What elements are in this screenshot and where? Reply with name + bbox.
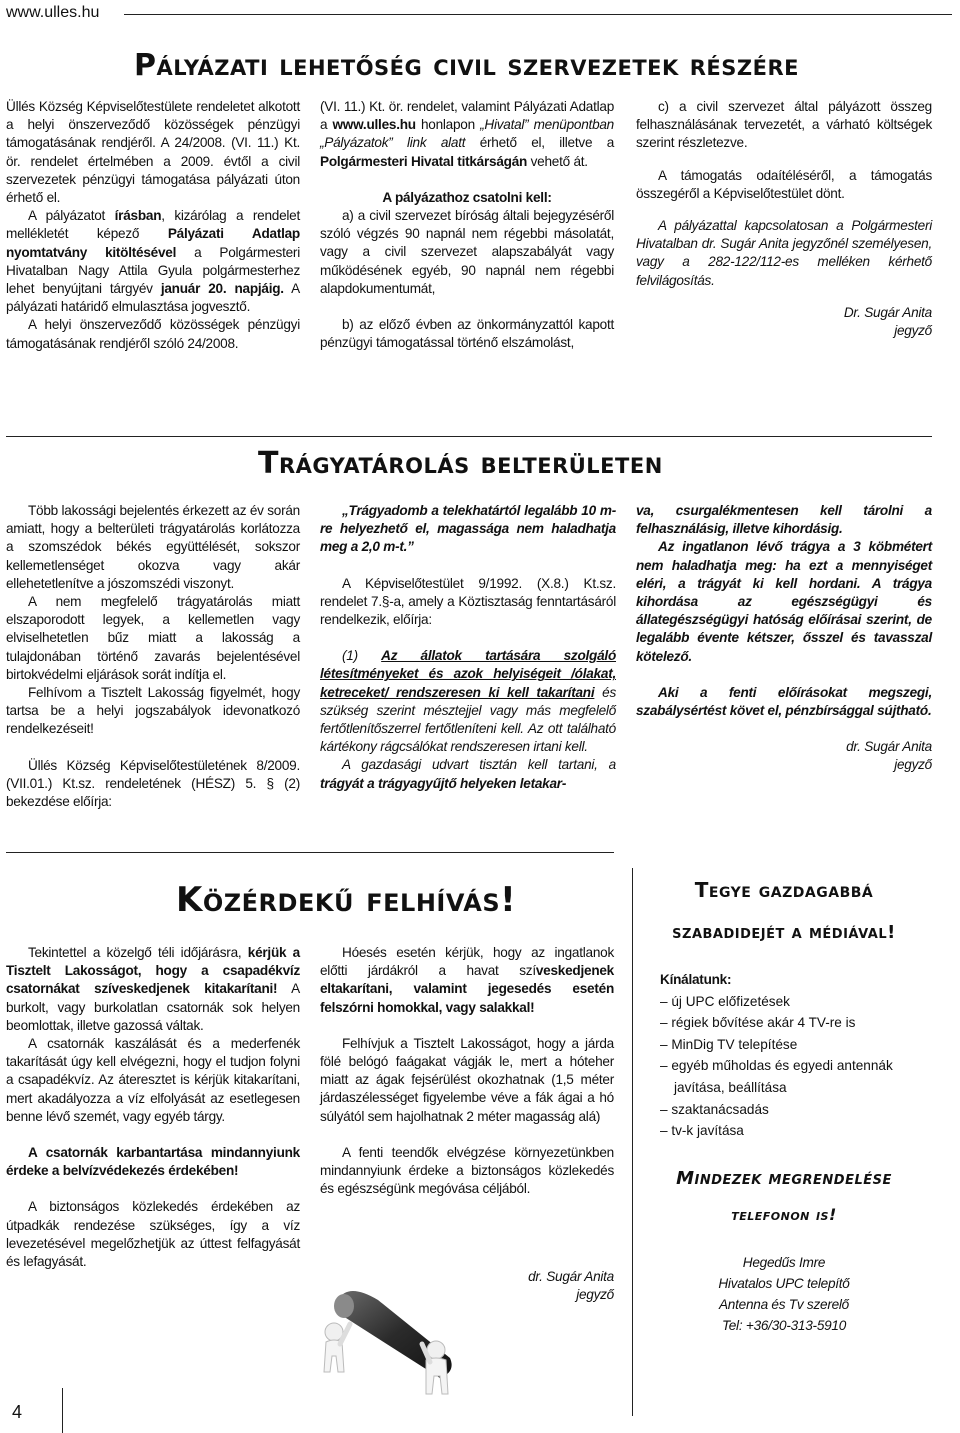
list-item: – szaktanácsadás <box>660 1101 769 1117</box>
signature-name: dr. Sugár Anita <box>846 739 932 755</box>
article3-signature <box>470 1268 614 1304</box>
signature-title: jegyző <box>894 323 932 339</box>
paragraph: Tekintettel a közelgő téli időjárásra, kérjük a Tisztelt Lakosságot, hogy a csapadékvíz csatornákat szíveskedjenek kitakarítani! A burkolt, vagy burkolatlan csatornák sok helyen beomlottak, illetve gazossá váltak. <box>6 945 300 1033</box>
paragraph: Felhívom a Tisztelt Lakosság figyelmét, hogy tartsa be a helyi jogszabályok idevonatkozó rendelkezéseit! <box>6 685 300 737</box>
section-rule <box>6 436 932 437</box>
paragraph: A pályázattal kapcsolatosan a Polgármesteri Hivatalban dr. Sugár Anita jegyzőnél személyesen, vagy a 282-122/112-es melléken kérhető felvilágosítás. <box>636 218 932 288</box>
list-item: c) a civil szervezet által pályázott összeg felhasználásának tervezetét, a várható költségek szerint részletezve. <box>636 99 932 151</box>
article2-title: Trágyatárolás belterületen <box>258 446 663 481</box>
article2-col3 <box>636 502 932 775</box>
article3-col2 <box>320 944 614 1198</box>
ad-title-line1: Tegye gazdagabbá <box>694 878 874 902</box>
ad-title-line2: szabadidejét a médiával! <box>672 922 896 943</box>
article2-col1 <box>6 502 300 811</box>
page-number: 4 <box>12 1402 23 1422</box>
signature-title: jegyző <box>894 757 932 773</box>
list-item: – új UPC előfizetések <box>660 993 790 1009</box>
article2-col2 <box>320 502 616 793</box>
paragraph: Aki a fenti előírásokat megszegi, szabálysértést követ el, pénzbírsággal sújtható. <box>636 684 932 719</box>
article3-title: Közérdekű felhívás! <box>176 880 517 920</box>
list-item: a) a civil szervezet bíróság általi bejegyzéséről szóló végzés 90 napnál nem régebbi másolatát, vagy a civil szervezet alapszabályát vagy működésének egyéb, 90 napnál nem régebbi alapdokumentumát, <box>320 208 614 296</box>
article1-title: Pályázati lehetőség civil szervezetek részére <box>134 48 799 83</box>
footer-rule <box>62 1388 63 1433</box>
paragraph: A helyi önszerveződő közösségek pénzügyi támogatásának rendjéről szóló 24/2008. <box>6 317 300 351</box>
header-rule <box>124 14 952 15</box>
ad-cta-line2: telefonon is! <box>731 1204 837 1224</box>
article1-col3 <box>636 98 932 340</box>
list-item: – MinDig TV telepítése <box>660 1036 798 1052</box>
paragraph: A biztonságos közlekedés érdekében az útpadkák rendezése szükséges, így a víz levezetésével megelőzhetjük az úttest felfagyását és lefagyását. <box>6 1199 300 1270</box>
article1-col2 <box>320 98 614 352</box>
list-item: – régiek bővítése akár 4 TV-re is <box>660 1015 856 1031</box>
paragraph: A gazdasági udvart tisztán kell tartani, a trágyát a trágyagyűjtő helyeken letakar- <box>320 757 616 791</box>
carrying-figures-illustration <box>318 1260 468 1400</box>
paragraph: Felhívjuk a Tisztelt Lakosságot, hogy a járda fölé belógó faágakat vágják le, mert a hóteher miatt az ágak fejsérülést okozhatnak (1,5 méter járdaszélességet figyelembe véve a fák ágai a hó súlyától sem hajolhatnak 2 méter magasság alá) <box>320 1035 614 1124</box>
paragraph: va, csurgalékmentesen kell tárolni a felhasználásig, illetve kihordásig. <box>636 503 932 537</box>
section-rule <box>6 852 614 853</box>
paragraph: A csatornák kaszálását és a mederfenék takarítását úgy kell elvégezni, hogy el tudjon folyni a csapadékvíz. Az áteresztet is kérjük kitakarítani, mert akadályozza a víz elfolyását az esetlegesen benne lévő szemét, vagy egyéb tárgy. <box>6 1036 300 1124</box>
ad-box <box>634 868 934 1416</box>
contact-role-2: Antenna és Tv szerelő <box>718 1296 849 1312</box>
offer-heading: Kínálatunk: <box>660 972 732 987</box>
paragraph: (1) Az állatok tartására szolgáló létesítményeket és azok helyiségeit /ólakat, ketreceket/ rendszeresen ki kell takarítani és szükség szerint mésztejjel vagy más megfelelő fertőtlenítőszerrel fertőtleníteni kell. Az ott található kártékony rágcsálókat rendszeresen irtani kell. <box>320 648 617 755</box>
paragraph: Üllés Község Képviselőtestületének 8/2009. (VII.01.) Kt.sz. rendeletének (HÉSZ) 5. § (2) bekezdése előírja: <box>6 757 300 810</box>
paragraph: Hóesés esetén kérjük, hogy az ingatlanok előtti járdákról a havat szíveskedjenek eltakarítani, valamint jegesedés esetén felszórni homokkal, vagy salakkal! <box>320 945 614 1015</box>
signature-name: dr. Sugár Anita <box>528 1269 614 1284</box>
offer-list <box>660 991 934 1142</box>
ad-left-rule <box>632 868 633 1416</box>
ad-cta-line1: Mindezek megrendelése <box>676 1167 892 1189</box>
contact-phone: Tel: +36/30-313-5910 <box>721 1317 847 1333</box>
paragraph: A Képviselőtestület 9/1992. (X.8.) Kt.sz. rendelet 7.§-a, amely a Köztisztaság fenntartásáról rendelkezik, előírja: <box>320 575 616 628</box>
contact-name: Hegedűs Imre <box>742 1254 826 1270</box>
site-url: www.ulles.hu <box>6 4 100 21</box>
contact-role: Hivatalos UPC telepítő <box>718 1275 850 1291</box>
list-item: b) az előző évben az önkormányzattól kapott pénzügyi támogatással történő elszámolást, <box>320 317 614 351</box>
paragraph: A pályázatot írásban, kizárólag a rendelet mellékletét képező Pályázati Adatlap nyomtatvány kitöltésével a Polgármesteri Hivatalban Nagy Attila Gyula polgármesterhez lehet benyújtani tárgyév január 20. napjáig. A pályázati határidő elmulasztása jogvesztő. <box>6 208 300 315</box>
list-item: – egyéb műholdas és egyedi antennák javítása, beállítása <box>660 1058 893 1095</box>
paragraph: (VI. 11.) Kt. ör. rendelet, valamint Pályázati Adatlap a www.ulles.hu honlapon „Hivatal” menüpontban „Pályázatok” link alatt érhető el, illetve a Polgármesteri Hivatal titkárságán vehető át. <box>320 99 615 169</box>
quote: „Trágyadomb a telekhatártól legalább 10 m-re helyezhető el, magassága nem haladhatja meg a 2,0 m-t.” <box>320 503 616 555</box>
article3-col1 <box>6 944 300 1271</box>
paragraph: Az ingatlanon lévő trágya a 3 köbmétert nem haladhatja meg: ha ezt a mennyiséget eléri, a trágyát ki kell hordani. A trágya kihordása az egészségügyi és állategészségügyi hatóság előírásai szerint, de legalább évente kétszer, ősszel és tavasszal kötelező. <box>636 539 932 664</box>
list-item: – tv-k javítása <box>660 1123 744 1139</box>
paragraph: A nem megfelelő trágyatárolás miatt elszaporodott legyek, a kellemetlen vagy elviselhetetlen bűz miatt a lakosság a tulajdonában történő zavarás bejelentésével birtokvédelmi eljárások sorát indítja el. <box>6 594 300 682</box>
article1-col1 <box>6 98 300 353</box>
paragraph: A fenti teendők elvégzése környezetünkben mindannyiunk érdeke a biztonságos közlekedés és egészségünk megóvása céljából. <box>320 1144 614 1197</box>
list-heading: A pályázathoz csatolni kell: <box>382 189 552 205</box>
paragraph: Több lakossági bejelentés érkezett az év során amiatt, hogy a belterületi trágyatárolás korlátozza a szomszédok békés együttélését, sokszor kellemetlenséget okozva vagy akár ellehetetlenítve a jószomszédi viszonyt. <box>6 503 300 591</box>
website-link[interactable]: www.ulles.hu <box>332 117 416 133</box>
signature-title: jegyző <box>576 1287 614 1303</box>
paragraph: Üllés Község Képviselőtestülete rendeletet alkotott a helyi önszerveződő közösségek pénzügyi támogatásának rendjéről. A 24/2008. (VI. 11.) Kt. ör. rendelet értelmében a 2009. évtől a civil szervezetek pénzügyi támogatása pályázati úton érhető el. <box>6 99 300 206</box>
signature-name: Dr. Sugár Anita <box>843 304 932 320</box>
paragraph: A csatornák karbantartása mindannyiunk érdeke a belvízvédekezés érdekében! <box>6 1145 300 1179</box>
paragraph: A támogatás odaítéléséről, a támogatás összegéről a Képviselőtestület dönt. <box>636 167 932 201</box>
